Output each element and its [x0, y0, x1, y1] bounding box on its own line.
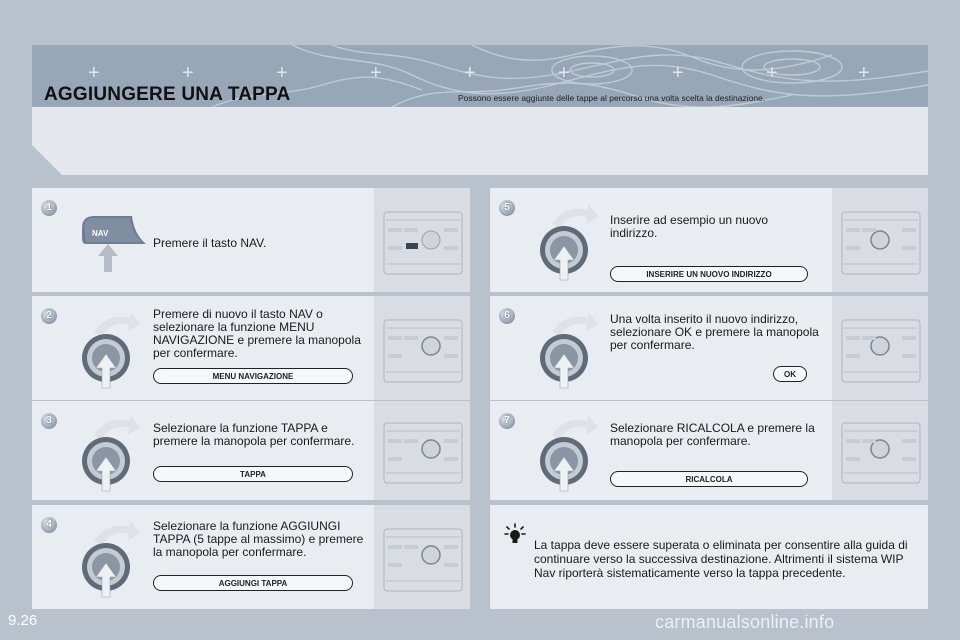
radio-panel-icon: [832, 296, 928, 400]
page-title: AGGIUNGERE UNA TAPPA: [44, 84, 291, 105]
step-6: [490, 296, 928, 400]
menu-option-pill[interactable]: MENU NAVIGAZIONE: [153, 368, 353, 384]
step-text: Una volta inserito il nuovo indirizzo, selezionare OK e premere la manopola per confermare.: [610, 312, 819, 352]
svg-text:+: +: [858, 62, 870, 84]
ok-pill[interactable]: OK: [773, 366, 807, 382]
corner-cut: [32, 45, 92, 175]
step-text: Premere il tasto NAV.: [153, 236, 267, 250]
step-number-badge: 3: [41, 413, 57, 429]
step-number-badge: 2: [41, 308, 57, 324]
step-number-badge: 5: [499, 200, 515, 216]
step-5: [490, 188, 928, 292]
lightbulb-icon: [504, 523, 526, 545]
rotary-knob-icon: [76, 411, 144, 495]
rotary-knob-icon: [534, 308, 602, 392]
rotary-knob-icon: [534, 411, 602, 495]
svg-text:+: +: [464, 62, 476, 84]
radio-panel-icon: [832, 188, 928, 292]
svg-text:+: +: [276, 62, 288, 84]
radio-panel-icon: [374, 505, 470, 609]
step-text: Premere di nuovo il tasto NAV o selezionare la funzione MENU NAVIGAZIONE e premere la manopola per confermare.: [153, 307, 361, 360]
step-number-badge: 7: [499, 413, 515, 429]
step-number-badge: 6: [499, 308, 515, 324]
header: [32, 45, 928, 175]
step-number-badge: 1: [41, 200, 57, 216]
step-3: [32, 401, 470, 500]
svg-text:+: +: [672, 62, 684, 84]
step-2: [32, 296, 470, 400]
svg-text:+: +: [88, 62, 100, 84]
menu-option-pill[interactable]: RICALCOLA: [610, 471, 808, 487]
radio-panel-icon: [374, 401, 470, 500]
rotary-knob-icon: [534, 200, 602, 284]
radio-panel-icon: [832, 401, 928, 500]
step-text: Selezionare la funzione TAPPA e premere la manopola per confermare.: [153, 421, 355, 448]
note-text: La tappa deve essere superata o eliminata per consentire alla guida di continuare verso la successiva destinazione. Altrimenti il sistema WIP Nav riporterà sistematicamente verso la tappa precedente.: [534, 538, 908, 580]
page-number: 9.26: [8, 612, 38, 629]
intro-text: Possono essere aggiunte delle tappe al percorso una volta scelta la destinazione.: [458, 93, 766, 103]
rotary-knob-icon: [76, 308, 144, 392]
step-text: Selezionare la funzione AGGIUNGI TAPPA (5 tappe al massimo) e premere la manopola per confermare.: [153, 519, 364, 559]
svg-text:+: +: [558, 62, 570, 84]
menu-option-pill[interactable]: INSERIRE UN NUOVO INDIRIZZO: [610, 266, 808, 282]
svg-text:+: +: [370, 62, 382, 84]
step-7: [490, 401, 928, 500]
svg-text:+: +: [182, 62, 194, 84]
step-1: [32, 188, 470, 292]
step-text: Selezionare RICALCOLA e premere la manopola per confermare.: [610, 421, 815, 448]
menu-option-pill[interactable]: TAPPA: [153, 466, 353, 482]
radio-panel-icon: [374, 188, 470, 292]
svg-text:+: +: [766, 62, 778, 84]
radio-panel-icon: [374, 296, 470, 400]
watermark: carmanualsonline.info: [655, 612, 835, 632]
step-text: Inserire ad esempio un nuovo indirizzo.: [610, 213, 769, 240]
step-4: [32, 505, 470, 609]
rotary-knob-icon: [76, 517, 144, 601]
nav-key-icon: [74, 210, 154, 274]
step-number-badge: 4: [41, 517, 57, 533]
nav-key-label: NAV: [92, 229, 109, 238]
menu-option-pill[interactable]: AGGIUNGI TAPPA: [153, 575, 353, 591]
note-box: [490, 505, 928, 609]
